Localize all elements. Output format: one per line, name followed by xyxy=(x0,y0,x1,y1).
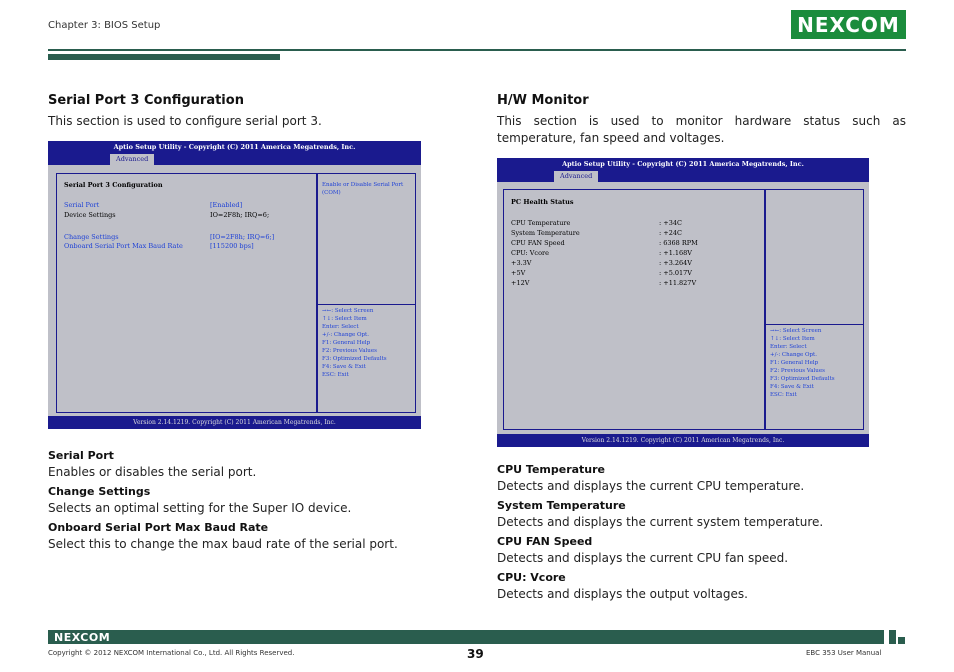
chapter-label: Chapter 3: BIOS Setup xyxy=(48,20,161,31)
bios-row-value: : 6368 RPM xyxy=(659,239,698,247)
section-title-hw-monitor: H/W Monitor xyxy=(497,93,589,108)
left-descriptions xyxy=(48,449,448,551)
item-text: Selects an optimal setting for the Super IO device. xyxy=(48,501,352,515)
page-number: 39 xyxy=(467,647,484,661)
bios-title-bar: Aptio Setup Utility - Copyright (C) 2011 America Megatrends, Inc. xyxy=(497,158,869,171)
item-text: Detects and displays the current system temperature. xyxy=(497,515,824,529)
header-accent-bar xyxy=(48,54,280,60)
right-descriptions xyxy=(497,463,906,601)
footer-logo: NEXCOM xyxy=(54,631,111,644)
bios-row-value[interactable]: [Enabled] xyxy=(210,201,243,209)
bios-row-label[interactable]: Serial Port xyxy=(64,201,100,209)
bios-screen-serial-port xyxy=(48,141,421,429)
footer-square-icon xyxy=(889,637,896,644)
bios-row-value[interactable]: [115200 bps] xyxy=(210,242,254,250)
footer-square-icon xyxy=(898,637,905,644)
item-title: CPU FAN Speed xyxy=(497,535,593,548)
bios-help-panel xyxy=(764,189,864,430)
bios-row-label: Device Settings xyxy=(64,211,116,219)
bios-row-label: +12V xyxy=(511,279,530,287)
bios-row-value[interactable]: [IO=2F8h; IRQ=6;] xyxy=(210,233,275,241)
item-text: Detects and displays the output voltages. xyxy=(497,587,748,601)
item-text: Select this to change the max baud rate of the serial port. xyxy=(48,537,398,551)
bios-screen-hw-monitor xyxy=(497,158,869,447)
bios-row-value: : +1.168V xyxy=(659,249,693,257)
bios-row-label: CPU FAN Speed xyxy=(511,239,565,247)
bios-title-bar: Aptio Setup Utility - Copyright (C) 2011 America Megatrends, Inc. xyxy=(48,141,421,154)
section-intro-serial-port-3: This section is used to configure serial port 3. xyxy=(48,114,322,128)
bios-row-label: CPU: Vcore xyxy=(511,249,549,257)
bios-row-value: : +34C xyxy=(659,219,682,227)
bios-row-value: : +24C xyxy=(659,229,682,237)
bios-main-panel xyxy=(503,189,766,430)
nexcom-logo: NEXCOM xyxy=(791,10,906,39)
item-text: Enables or disables the serial port. xyxy=(48,465,257,479)
bios-help-divider xyxy=(765,324,863,325)
footer-copyright: Copyright © 2012 NEXCOM International Co., Ltd. All Rights Reserved. xyxy=(48,649,295,657)
bios-tab-advanced[interactable]: Advanced xyxy=(110,154,154,165)
item-text: Detects and displays the current CPU fan speed. xyxy=(497,551,789,565)
bios-help-panel xyxy=(316,173,416,413)
item-title: Change Settings xyxy=(48,485,151,498)
section-title-serial-port-3: Serial Port 3 Configuration xyxy=(48,93,244,108)
bios-row-value: : +5.017V xyxy=(659,269,693,277)
item-title: Onboard Serial Port Max Baud Rate xyxy=(48,521,269,534)
section-intro-hw-monitor: This section is used to monitor hardware status such as temperature, fan speed and voltages. xyxy=(497,114,906,145)
item-title: CPU Temperature xyxy=(497,463,606,476)
bios-main-panel xyxy=(56,173,318,413)
header-divider xyxy=(48,49,906,51)
bios-help-line: (COM) xyxy=(322,190,341,196)
bios-heading: PC Health Status xyxy=(511,198,574,206)
bios-row-label: System Temperature xyxy=(511,229,580,237)
bios-row-label: +3.3V xyxy=(511,259,532,267)
bios-help-divider xyxy=(317,304,415,305)
bios-row-label: +5V xyxy=(511,269,526,277)
item-title: System Temperature xyxy=(497,499,626,512)
bios-row-label[interactable]: Onboard Serial Port Max Baud Rate xyxy=(64,242,183,250)
item-text: Detects and displays the current CPU temperature. xyxy=(497,479,805,493)
bios-key-help: →←: Select Screen ↑↓: Select Item Enter: Select +/-: Change Opt. F1: General Help F2: Previous Values F3: Optimized Defaults F4: Save & Exit ESC: Exit xyxy=(322,308,387,378)
bios-tab-advanced[interactable]: Advanced xyxy=(554,171,598,182)
manual-name: EBC 353 User Manual xyxy=(806,649,882,657)
bios-row-value: : +3.264V xyxy=(659,259,693,267)
bios-version-bar: Version 2.14.1219. Copyright (C) 2011 American Megatrends, Inc. xyxy=(48,416,421,429)
footer-square-icon xyxy=(889,630,896,637)
bios-row-value: IO=2F8h; IRQ=6; xyxy=(210,211,270,219)
bios-help-line: Enable or Disable Serial Port xyxy=(322,182,404,188)
item-title: CPU: Vcore xyxy=(497,571,566,584)
bios-row-label[interactable]: Change Settings xyxy=(64,233,119,241)
bios-key-help: →←: Select Screen ↑↓: Select Item Enter: Select +/-: Change Opt. F1: General Help F2: Previous Values F3: Optimized Defaults F4: Save & Exit ESC: Exit xyxy=(770,328,835,398)
bios-version-bar: Version 2.14.1219. Copyright (C) 2011 American Megatrends, Inc. xyxy=(497,434,869,447)
bios-row-value: : +11.827V xyxy=(659,279,697,287)
footer-bar xyxy=(48,630,884,644)
bios-heading: Serial Port 3 Configuration xyxy=(64,181,163,189)
item-title: Serial Port xyxy=(48,449,114,462)
bios-row-label: CPU Temperature xyxy=(511,219,571,227)
